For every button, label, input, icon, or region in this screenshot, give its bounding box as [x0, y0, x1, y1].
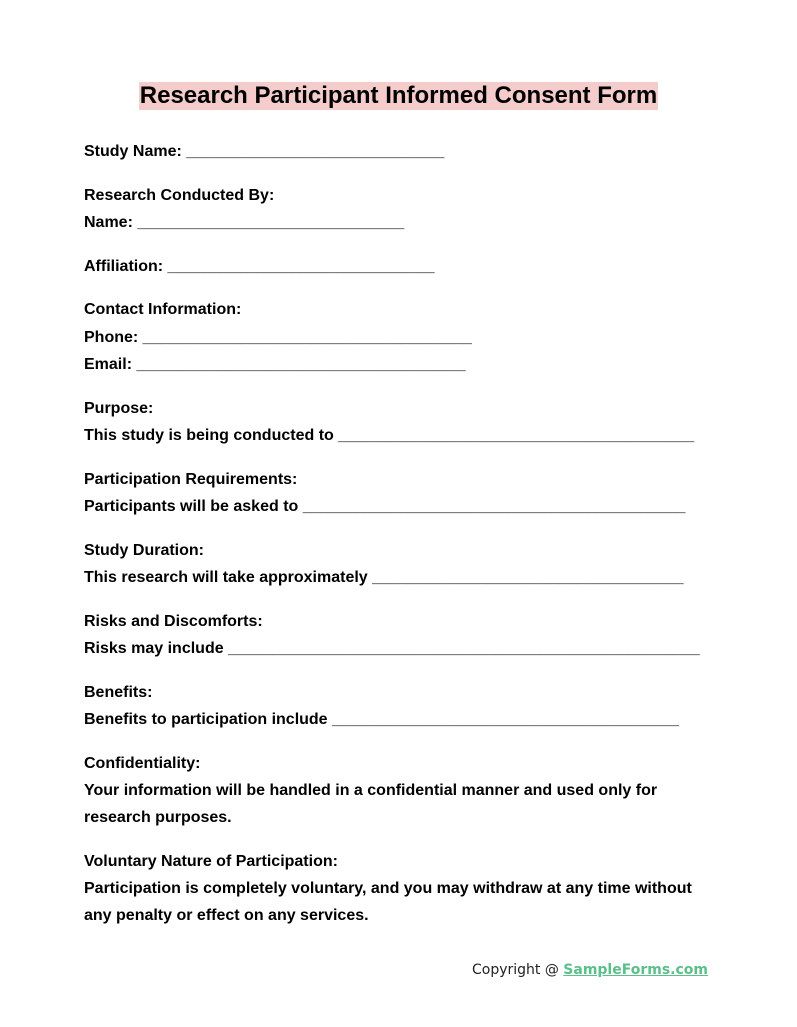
- participation-field: Participants will be asked to ___________________________________________: [84, 498, 686, 515]
- risks-heading: Risks and Discomforts:: [84, 612, 263, 630]
- duration-field: This research will take approximately ___________________________________: [84, 569, 684, 586]
- purpose-field: This study is being conducted to ________________________________________: [84, 427, 695, 444]
- duration-heading: Study Duration:: [84, 541, 204, 559]
- form-body: [84, 138, 714, 930]
- confidentiality-text: Your information will be handled in a confidential manner and used only for research purposes.: [84, 782, 658, 827]
- participation-heading: Participation Requirements:: [84, 470, 298, 488]
- voluntary-heading: Voluntary Nature of Participation:: [84, 852, 338, 870]
- confidentiality-heading: Confidentiality:: [84, 754, 201, 772]
- research-by-heading: Research Conducted By:: [84, 186, 275, 204]
- page-title: Research Participant Informed Consent Form: [139, 82, 658, 109]
- study-name-field: Study Name: _____________________________: [84, 143, 445, 160]
- affiliation-field: Affiliation: ______________________________: [84, 257, 435, 275]
- copyright-footer: [472, 962, 708, 978]
- researcher-name-field: Name: ______________________________: [84, 214, 405, 231]
- phone-field: Phone: _____________________________________: [84, 328, 472, 346]
- risks-field: Risks may include _____________________________________________________: [84, 640, 700, 657]
- benefits-heading: Benefits:: [84, 683, 153, 701]
- benefits-field: Benefits to participation include _______________________________________: [84, 711, 680, 728]
- voluntary-text: Participation is completely voluntary, and you may withdraw at any time without any penalty or effect on any services.: [84, 880, 692, 925]
- copyright-prefix: Copyright @: [471, 962, 564, 978]
- contact-heading: Contact Information:: [84, 301, 242, 318]
- title-container: [0, 82, 797, 110]
- purpose-heading: Purpose:: [84, 399, 154, 417]
- email-field: Email: _____________________________________: [84, 356, 466, 373]
- brand-link[interactable]: SampleForms.com: [563, 962, 708, 978]
